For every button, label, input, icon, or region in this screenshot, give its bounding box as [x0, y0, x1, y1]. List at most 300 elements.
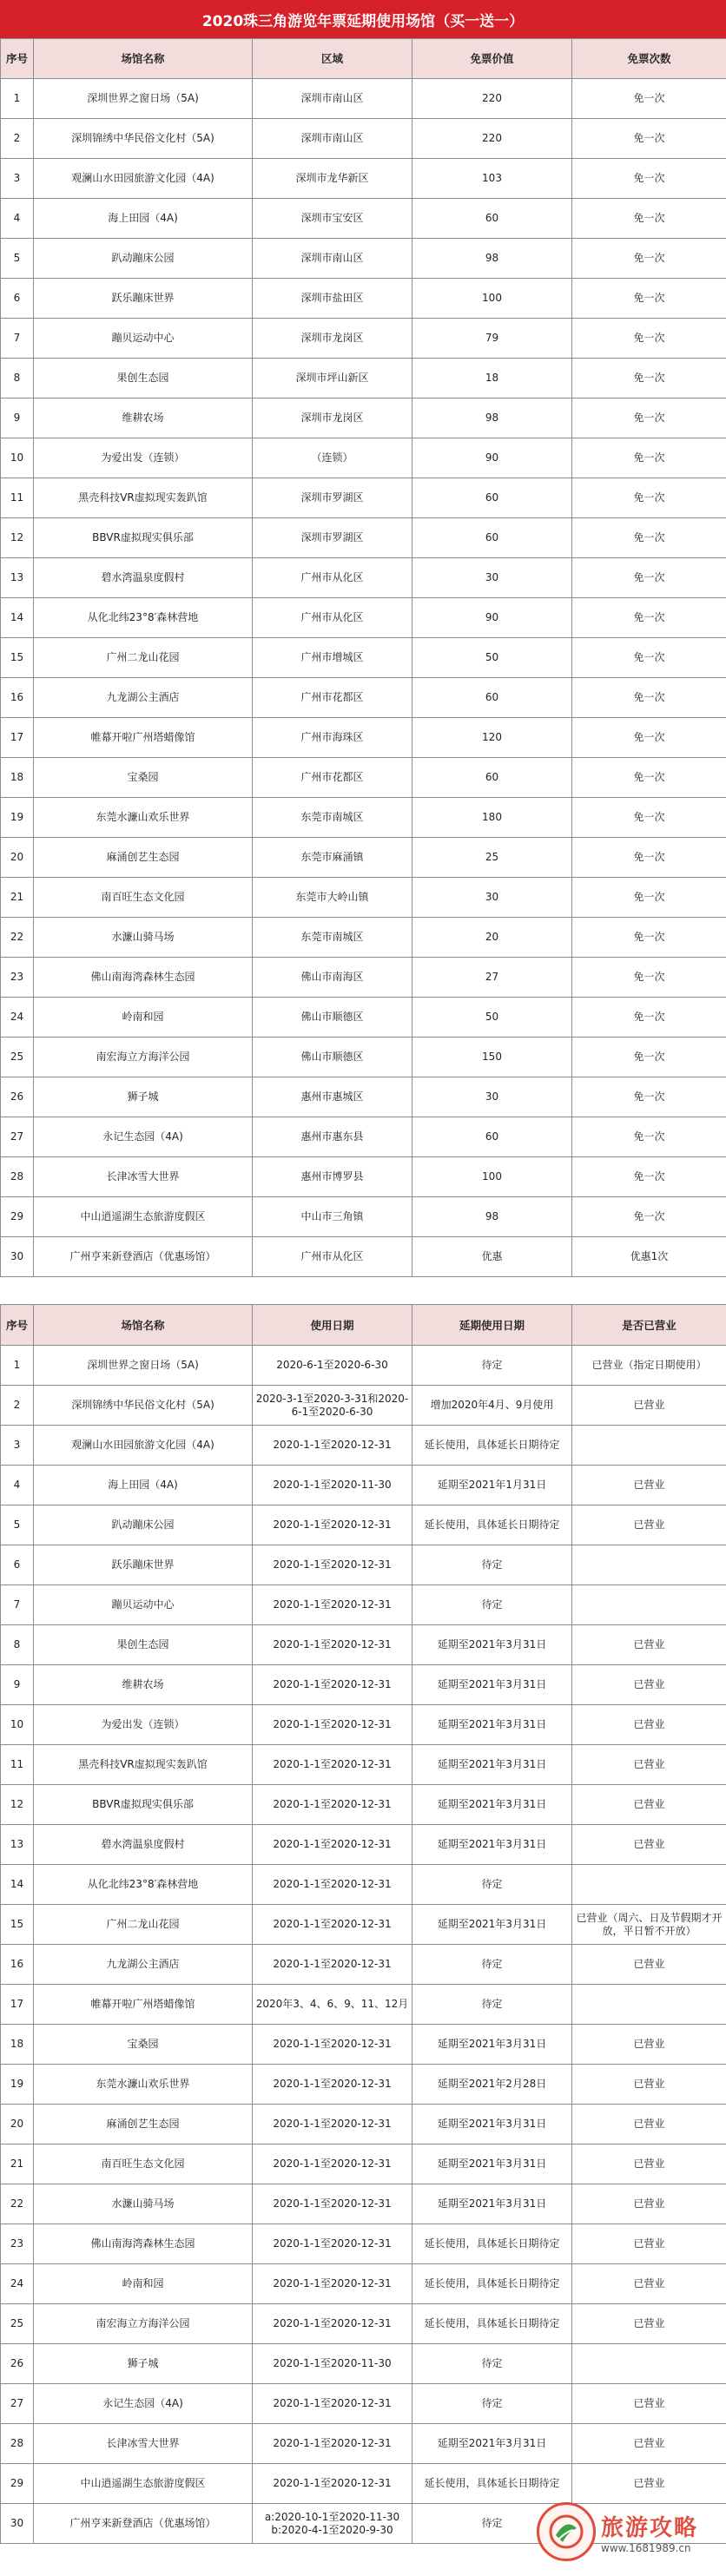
cell-open-status: 已营业 [572, 1466, 726, 1505]
cell-index: 23 [1, 958, 34, 998]
cell-index: 29 [1, 2464, 34, 2504]
cell-extended-date: 延期至2021年3月31日 [412, 2184, 572, 2224]
cell-value: 60 [412, 518, 572, 558]
table-row [1, 359, 726, 399]
table-row [1, 1985, 726, 2025]
cell-times: 免一次 [572, 319, 726, 359]
table-row [1, 1077, 726, 1117]
cell-open-status: 已营业 [572, 1785, 726, 1825]
cell-open-status: 已营业 [572, 2304, 726, 2344]
cell-extended-date: 待定 [412, 1346, 572, 1386]
cell-use-date: 2020-1-1至2020-12-31 [253, 2464, 412, 2504]
cell-region: 佛山市顺德区 [253, 998, 412, 1038]
cell-index: 3 [1, 1426, 34, 1466]
cell-region: 广州市增城区 [253, 638, 412, 678]
table-row [1, 1545, 726, 1585]
cell-venue: 跃乐蹦床世界 [34, 279, 253, 319]
cell-use-date: 2020-1-1至2020-12-31 [253, 1585, 412, 1625]
cell-times: 免一次 [572, 1077, 726, 1117]
cell-times: 免一次 [572, 998, 726, 1038]
cell-index: 17 [1, 1985, 34, 2025]
cell-index: 9 [1, 399, 34, 438]
cell-value: 18 [412, 359, 572, 399]
cell-open-status: 已营业（指定日期使用） [572, 1346, 726, 1386]
cell-value: 79 [412, 319, 572, 359]
col-header-venue: 场馆名称 [34, 1305, 253, 1346]
cell-venue: 长津冰雪大世界 [34, 1157, 253, 1197]
cell-index: 7 [1, 319, 34, 359]
col-header-extended-date: 延期使用日期 [412, 1305, 572, 1346]
cell-value: 100 [412, 279, 572, 319]
cell-index: 27 [1, 2384, 34, 2424]
table-row [1, 1466, 726, 1505]
page-title: 2020珠三角游览年票延期使用场馆（买一送一） [0, 0, 726, 38]
cell-region: 深圳市龙岗区 [253, 319, 412, 359]
cell-venue: 维耕农场 [34, 1665, 253, 1705]
cell-value: 180 [412, 798, 572, 838]
cell-venue: 趴动蹦床公园 [34, 1505, 253, 1545]
table-row [1, 598, 726, 638]
cell-venue: 狮子城 [34, 2344, 253, 2384]
cell-value: 30 [412, 1077, 572, 1117]
cell-open-status: 已营业 [572, 1665, 726, 1705]
cell-index: 30 [1, 1237, 34, 1277]
cell-value: 60 [412, 1117, 572, 1157]
cell-extended-date: 延长使用，具体延长日期待定 [412, 1505, 572, 1545]
cell-venue: 为爱出发（连锁） [34, 438, 253, 478]
cell-extended-date: 延长使用，具体延长日期待定 [412, 2304, 572, 2344]
cell-venue: 黑壳科技VR虚拟现实轰趴馆 [34, 1745, 253, 1785]
cell-index: 8 [1, 359, 34, 399]
cell-times: 免一次 [572, 878, 726, 918]
cell-use-date: 2020-1-1至2020-12-31 [253, 1665, 412, 1705]
cell-times: 免一次 [572, 958, 726, 998]
cell-venue: 南百旺生态文化园 [34, 878, 253, 918]
cell-venue: 佛山南海湾森林生态园 [34, 2224, 253, 2264]
cell-open-status: 已营业 [572, 1386, 726, 1426]
cell-index: 18 [1, 758, 34, 798]
cell-venue: 长津冰雪大世界 [34, 2424, 253, 2464]
cell-use-date: 2020-1-1至2020-12-31 [253, 2384, 412, 2424]
cell-index: 16 [1, 1945, 34, 1985]
cell-open-status: 已营业 [572, 2424, 726, 2464]
fee-table-body [1, 79, 726, 1277]
cell-index: 14 [1, 598, 34, 638]
cell-venue: 广州二龙山花园 [34, 1905, 253, 1945]
cell-use-date: 2020年3、4、6、9、11、12月 [253, 1985, 412, 2025]
cell-open-status: 已营业 [572, 1825, 726, 1865]
cell-venue: 东莞水濂山欢乐世界 [34, 798, 253, 838]
cell-use-date: 2020-3-1至2020-3-31和2020-6-1至2020-6-30 [253, 1386, 412, 1426]
cell-region: 广州市花都区 [253, 758, 412, 798]
cell-times: 免一次 [572, 918, 726, 958]
table-row [1, 1625, 726, 1665]
table-row [1, 958, 726, 998]
table-row [1, 838, 726, 878]
cell-open-status: 已营业 [572, 2384, 726, 2424]
cell-region: 中山市三角镇 [253, 1197, 412, 1237]
table-row [1, 1117, 726, 1157]
cell-venue: 跃乐蹦床世界 [34, 1545, 253, 1585]
cell-extended-date: 延期至2021年3月31日 [412, 1905, 572, 1945]
cell-value: 30 [412, 558, 572, 598]
cell-value: 60 [412, 478, 572, 518]
cell-venue: 广州亨来新登酒店（优惠场馆） [34, 2504, 253, 2544]
cell-venue: 观澜山水田园旅游文化园（4A) [34, 1426, 253, 1466]
cell-extended-date: 延期至2021年1月31日 [412, 1466, 572, 1505]
cell-value: 90 [412, 598, 572, 638]
cell-use-date: 2020-1-1至2020-12-31 [253, 2424, 412, 2464]
cell-use-date: 2020-1-1至2020-12-31 [253, 2065, 412, 2105]
cell-index: 9 [1, 1665, 34, 1705]
cell-region: 深圳市南山区 [253, 79, 412, 119]
cell-index: 17 [1, 718, 34, 758]
cell-venue: 深圳锦绣中华民俗文化村（5A) [34, 1386, 253, 1426]
cell-venue: 永记生态园（4A) [34, 1117, 253, 1157]
cell-index: 3 [1, 159, 34, 199]
cell-times: 免一次 [572, 478, 726, 518]
cell-extended-date: 待定 [412, 1985, 572, 2025]
cell-extended-date: 延期至2021年3月31日 [412, 2105, 572, 2144]
table-row [1, 1665, 726, 1705]
cell-region: 广州市从化区 [253, 558, 412, 598]
cell-region: 深圳市龙华新区 [253, 159, 412, 199]
cell-value: 20 [412, 918, 572, 958]
cell-index: 1 [1, 79, 34, 119]
cell-venue: 果创生态园 [34, 359, 253, 399]
cell-times: 免一次 [572, 1197, 726, 1237]
cell-times: 免一次 [572, 718, 726, 758]
table-row [1, 279, 726, 319]
cell-times: 免一次 [572, 838, 726, 878]
cell-use-date: 2020-1-1至2020-12-31 [253, 1945, 412, 1985]
cell-index: 22 [1, 918, 34, 958]
cell-region: 东莞市南城区 [253, 798, 412, 838]
cell-region: 东莞市大岭山镇 [253, 878, 412, 918]
cell-times: 免一次 [572, 1117, 726, 1157]
table-row [1, 918, 726, 958]
cell-venue: 岭南和园 [34, 2264, 253, 2304]
cell-venue: 碧水湾温泉度假村 [34, 558, 253, 598]
cell-times: 免一次 [572, 798, 726, 838]
cell-venue: 岭南和园 [34, 998, 253, 1038]
table-row [1, 1825, 726, 1865]
table-row [1, 199, 726, 239]
cell-index: 15 [1, 1905, 34, 1945]
cell-index: 2 [1, 119, 34, 159]
table-row [1, 79, 726, 119]
table-row [1, 1745, 726, 1785]
table-row [1, 119, 726, 159]
cell-index: 16 [1, 678, 34, 718]
cell-index: 29 [1, 1197, 34, 1237]
cell-index: 6 [1, 1545, 34, 1585]
cell-venue: 南宏海立方海洋公园 [34, 1038, 253, 1077]
cell-extended-date: 延长使用，具体延长日期待定 [412, 2264, 572, 2304]
cell-venue: 南百旺生态文化园 [34, 2144, 253, 2184]
cell-use-date: 2020-1-1至2020-12-31 [253, 1625, 412, 1665]
cell-use-date: 2020-1-1至2020-12-31 [253, 2304, 412, 2344]
table-row [1, 1197, 726, 1237]
table-row [1, 1705, 726, 1745]
table-row [1, 1505, 726, 1545]
cell-open-status: 已营业 [572, 1945, 726, 1985]
cell-open-status: 已营业 [572, 2065, 726, 2105]
cell-venue: 宝桑园 [34, 2025, 253, 2065]
table-row [1, 1237, 726, 1277]
table-row [1, 798, 726, 838]
cell-venue: 深圳世界之窗日场（5A) [34, 79, 253, 119]
cell-venue: 为爱出发（连锁） [34, 1705, 253, 1745]
cell-extended-date: 延期至2021年3月31日 [412, 1705, 572, 1745]
cell-venue: 水濂山骑马场 [34, 918, 253, 958]
table-row [1, 2464, 726, 2504]
cell-extended-date: 待定 [412, 1585, 572, 1625]
table-row [1, 2184, 726, 2224]
cell-venue: 从化北纬23°8′森林营地 [34, 598, 253, 638]
watermark-logo [537, 2500, 710, 2564]
cell-use-date: 2020-1-1至2020-12-31 [253, 1825, 412, 1865]
cell-region: 深圳市盐田区 [253, 279, 412, 319]
table-row [1, 1346, 726, 1386]
cell-value: 150 [412, 1038, 572, 1077]
cell-times: 免一次 [572, 558, 726, 598]
cell-value: 50 [412, 998, 572, 1038]
cell-open-status [572, 1865, 726, 1905]
table-row [1, 1785, 726, 1825]
cell-index: 24 [1, 2264, 34, 2304]
cell-value: 30 [412, 878, 572, 918]
cell-use-date: 2020-1-1至2020-11-30 [253, 2344, 412, 2384]
col-header-venue: 场馆名称 [34, 39, 253, 79]
cell-index: 10 [1, 438, 34, 478]
cell-value: 98 [412, 239, 572, 279]
cell-venue: 深圳锦绣中华民俗文化村（5A) [34, 119, 253, 159]
cell-open-status: 已营业 [572, 1625, 726, 1665]
cell-venue: 水濂山骑马场 [34, 2184, 253, 2224]
col-header-value: 免票价值 [412, 39, 572, 79]
cell-venue: 帷幕开啦广州塔蜡像馆 [34, 718, 253, 758]
cell-venue: 广州亨来新登酒店（优惠场馆） [34, 1237, 253, 1277]
cell-venue: 果创生态园 [34, 1625, 253, 1665]
cell-index: 5 [1, 239, 34, 279]
cell-extended-date: 延期至2021年3月31日 [412, 2144, 572, 2184]
cell-index: 25 [1, 2304, 34, 2344]
cell-region: （连锁） [253, 438, 412, 478]
table-row [1, 518, 726, 558]
table-row [1, 438, 726, 478]
cell-venue: 观澜山水田园旅游文化园（4A) [34, 159, 253, 199]
cell-region: 东莞市南城区 [253, 918, 412, 958]
table-row [1, 2224, 726, 2264]
cell-extended-date: 延长使用，具体延长日期待定 [412, 2464, 572, 2504]
table-row [1, 478, 726, 518]
cell-times: 免一次 [572, 598, 726, 638]
cell-extended-date: 延期至2021年2月28日 [412, 2065, 572, 2105]
table-row [1, 1386, 726, 1426]
cell-value: 98 [412, 1197, 572, 1237]
cell-open-status: 已营业 [572, 2224, 726, 2264]
table-row [1, 2384, 726, 2424]
cell-value: 60 [412, 758, 572, 798]
cell-open-status: 已营业 [572, 1705, 726, 1745]
cell-index: 30 [1, 2504, 34, 2544]
table-row [1, 1865, 726, 1905]
cell-open-status [572, 1545, 726, 1585]
cell-index: 27 [1, 1117, 34, 1157]
watermark-name: 旅游攻略 [601, 2514, 699, 2541]
extension-table-body [1, 1346, 726, 2544]
cell-extended-date: 延期至2021年3月31日 [412, 1825, 572, 1865]
cell-times: 免一次 [572, 1157, 726, 1197]
cell-open-status [572, 1985, 726, 2025]
cell-times: 免一次 [572, 638, 726, 678]
cell-index: 13 [1, 558, 34, 598]
cell-times: 免一次 [572, 79, 726, 119]
cell-use-date: 2020-1-1至2020-12-31 [253, 1785, 412, 1825]
cell-use-date: 2020-1-1至2020-12-31 [253, 2224, 412, 2264]
cell-venue: 从化北纬23°8′森林营地 [34, 1865, 253, 1905]
cell-index: 22 [1, 2184, 34, 2224]
cell-extended-date: 延期至2021年3月31日 [412, 1625, 572, 1665]
cell-venue: BBVR虚拟现实俱乐部 [34, 518, 253, 558]
leaf-globe-icon [537, 2502, 596, 2561]
cell-region: 惠州市博罗县 [253, 1157, 412, 1197]
cell-index: 11 [1, 478, 34, 518]
col-header-index: 序号 [1, 1305, 34, 1346]
table-row [1, 1157, 726, 1197]
cell-venue: 碧水湾温泉度假村 [34, 1825, 253, 1865]
cell-index: 1 [1, 1346, 34, 1386]
cell-extended-date: 待定 [412, 2344, 572, 2384]
col-header-open-status: 是否已营业 [572, 1305, 726, 1346]
table-row [1, 2025, 726, 2065]
cell-extended-date: 延期至2021年3月31日 [412, 1785, 572, 1825]
cell-region: 深圳市罗湖区 [253, 518, 412, 558]
cell-region: 深圳市南山区 [253, 239, 412, 279]
cell-index: 12 [1, 1785, 34, 1825]
cell-value: 100 [412, 1157, 572, 1197]
cell-value: 90 [412, 438, 572, 478]
cell-venue: 中山逍遥湖生态旅游度假区 [34, 2464, 253, 2504]
cell-region: 广州市海珠区 [253, 718, 412, 758]
cell-region: 东莞市麻涌镇 [253, 838, 412, 878]
cell-value: 98 [412, 399, 572, 438]
cell-extended-date: 待定 [412, 1945, 572, 1985]
cell-value: 优惠 [412, 1237, 572, 1277]
cell-index: 4 [1, 199, 34, 239]
cell-extended-date: 延期至2021年3月31日 [412, 2025, 572, 2065]
cell-venue: 宝桑园 [34, 758, 253, 798]
cell-open-status: 已营业 [572, 2264, 726, 2304]
cell-region: 惠州市惠东县 [253, 1117, 412, 1157]
cell-region: 广州市从化区 [253, 1237, 412, 1277]
cell-open-status: 已营业（周六、日及节假期才开放，平日暂不开放） [572, 1905, 726, 1945]
cell-times: 免一次 [572, 359, 726, 399]
cell-venue: BBVR虚拟现实俱乐部 [34, 1785, 253, 1825]
cell-times: 免一次 [572, 199, 726, 239]
cell-index: 14 [1, 1865, 34, 1905]
cell-extended-date: 待定 [412, 1545, 572, 1585]
cell-times: 免一次 [572, 518, 726, 558]
cell-open-status [572, 2344, 726, 2384]
cell-use-date: 2020-1-1至2020-12-31 [253, 1545, 412, 1585]
cell-open-status: 已营业 [572, 1745, 726, 1785]
table-row [1, 2144, 726, 2184]
cell-times: 免一次 [572, 438, 726, 478]
cell-open-status: 已营业 [572, 1505, 726, 1545]
cell-open-status [572, 1585, 726, 1625]
cell-times: 免一次 [572, 279, 726, 319]
cell-index: 6 [1, 279, 34, 319]
table-row [1, 399, 726, 438]
cell-venue: 麻涌创艺生态园 [34, 2105, 253, 2144]
cell-venue: 广州二龙山花园 [34, 638, 253, 678]
cell-region: 佛山市顺德区 [253, 1038, 412, 1077]
cell-venue: 蹦贝运动中心 [34, 319, 253, 359]
watermark-url: www.1681989.cn [601, 2541, 691, 2554]
cell-region: 深圳市南山区 [253, 119, 412, 159]
cell-extended-date: 延期至2021年3月31日 [412, 2424, 572, 2464]
table-row [1, 678, 726, 718]
cell-extended-date: 延长使用，具体延长日期待定 [412, 2224, 572, 2264]
cell-open-status: 已营业 [572, 2464, 726, 2504]
table-row [1, 998, 726, 1038]
table-row [1, 2304, 726, 2344]
table-row [1, 2105, 726, 2144]
cell-extended-date: 待定 [412, 1865, 572, 1905]
cell-index: 8 [1, 1625, 34, 1665]
table-row [1, 1426, 726, 1466]
cell-use-date: 2020-1-1至2020-12-31 [253, 1505, 412, 1545]
col-header-region: 区域 [253, 39, 412, 79]
cell-region: 深圳市宝安区 [253, 199, 412, 239]
cell-index: 26 [1, 1077, 34, 1117]
cell-use-date: 2020-1-1至2020-12-31 [253, 2105, 412, 2144]
cell-extended-date: 延期至2021年3月31日 [412, 1745, 572, 1785]
cell-index: 20 [1, 2105, 34, 2144]
cell-value: 50 [412, 638, 572, 678]
cell-venue: 维耕农场 [34, 399, 253, 438]
cell-value: 220 [412, 79, 572, 119]
cell-times: 免一次 [572, 1038, 726, 1077]
cell-region: 广州市花都区 [253, 678, 412, 718]
cell-use-date: 2020-1-1至2020-12-31 [253, 1865, 412, 1905]
table-row [1, 1585, 726, 1625]
cell-region: 惠州市惠城区 [253, 1077, 412, 1117]
cell-times: 免一次 [572, 239, 726, 279]
cell-times: 免一次 [572, 159, 726, 199]
cell-index: 7 [1, 1585, 34, 1625]
cell-index: 28 [1, 1157, 34, 1197]
cell-extended-date: 待定 [412, 2504, 572, 2544]
cell-use-date: 2020-6-1至2020-6-30 [253, 1346, 412, 1386]
table-row [1, 558, 726, 598]
cell-venue: 帷幕开啦广州塔蜡像馆 [34, 1985, 253, 2025]
table-row [1, 1945, 726, 1985]
cell-venue: 黑壳科技VR虚拟现实轰趴馆 [34, 478, 253, 518]
cell-venue: 蹦贝运动中心 [34, 1585, 253, 1625]
col-header-index: 序号 [1, 39, 34, 79]
cell-times: 免一次 [572, 678, 726, 718]
cell-index: 20 [1, 838, 34, 878]
cell-index: 4 [1, 1466, 34, 1505]
cell-region: 广州市从化区 [253, 598, 412, 638]
cell-use-date: 2020-1-1至2020-11-30 [253, 1466, 412, 1505]
cell-venue: 南宏海立方海洋公园 [34, 2304, 253, 2344]
cell-venue: 海上田园（4A) [34, 199, 253, 239]
table-row [1, 2344, 726, 2384]
